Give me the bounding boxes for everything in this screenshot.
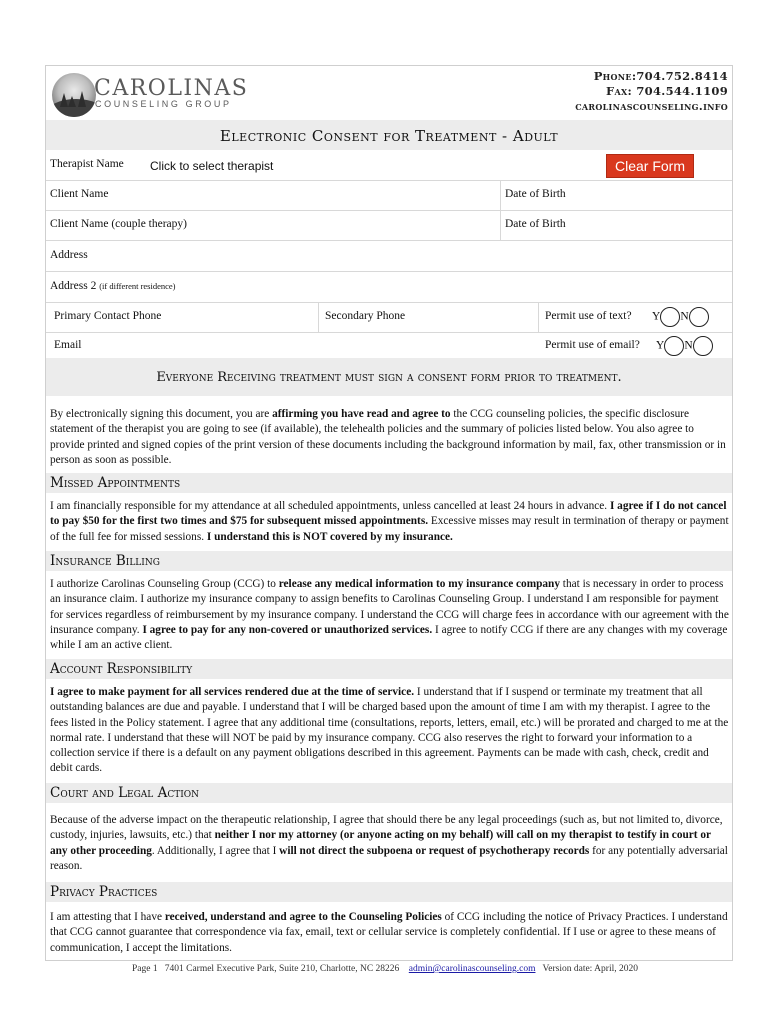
address2-row[interactable] <box>46 271 732 303</box>
fax-number: Fax: 704.544.1109 <box>606 84 728 98</box>
privacy-paragraph: I am attesting that I have received, understand and agree to the Counseling Policies of CCG including the notice of Privacy Practices. I understand that CCG cannot guarantee that correspondence via fax, email, text or cellular service is completely confidential. If I use or agree to these means of communication, I accept the limitations. <box>50 911 728 954</box>
therapist-row <box>46 150 732 181</box>
client-couple-row[interactable] <box>46 210 732 241</box>
therapist-label: Therapist Name <box>50 158 124 170</box>
address-row[interactable] <box>46 240 732 272</box>
footer-email-link[interactable]: admin@carolinascounseling.com <box>408 964 536 974</box>
section-privacy-practices <box>46 882 732 902</box>
address2-label: Address 2 (if different residence) <box>50 280 176 292</box>
intro-paragraph: By electronically signing this document, you are affirming you have read and agree to the CCG counseling policies, the specific disclosure statement of the therapist you are going to see (if available), the telehealth policies and the summary of policies listed below. You also agree to provide printed and signed copies of the print version of these documents including the background information by mail, fax, other transmission or in person as soon as possible. <box>50 408 726 466</box>
page-number: Page 1 <box>132 964 158 974</box>
section-missed-appointments <box>46 473 732 493</box>
page-footer <box>0 964 770 974</box>
consent-notice-bar <box>46 358 732 396</box>
no-label: N <box>680 310 689 323</box>
page-title: Electronic Consent for Treatment - Adult <box>219 127 559 145</box>
permit-text-no-radio[interactable] <box>689 307 709 327</box>
section-title: Insurance Billing <box>50 553 160 569</box>
contact-info <box>575 69 728 114</box>
brand-name: CAROLINAS <box>94 76 249 101</box>
insurance-paragraph: I authorize Carolinas Counseling Group (CCG) to release any medical information to my insurance company that is necessary in order to process an insurance claim. I authorize my insurance company to assign benefits to Carolinas Counseling Group. I understand I am responsible for payment for services regardless of reimbursement by my insurance company. I understand the CCG will charge fees in accordance with our agreement with the insurance company. I agree to pay for any non-covered or unauthorized services. I agree to notify CCG if there are any changes with my coverage while I am an active client. <box>50 578 729 652</box>
account-paragraph: I agree to make payment for all services rendered due at the time of service. I understand that if I suspend or terminate my treatment that all outstanding balances are due and payable. I understand that I will be charged based upon the amount of time I am with my therapist. I agree to the fees listed in the Policy statement. I agree that any additional time (consultations, reports, letters, email, etc.) will be prorated and charged to me at the normal rate. I understand that these will NOT be paid by my insurance company. CCG also reserves the right to forward your information to a collection service if there is a default on any payment obligations described in this agreement. Payments can be made with cash, check, credit and debit cards. <box>50 686 729 775</box>
phone-number: Phone:704.752.8414 <box>593 69 728 83</box>
missed-paragraph: I am financially responsible for my attendance at all scheduled appointments, unless cancelled at least 24 hours in advance. I agree if I do not cancel to pay $50 for the first two times and $75 for subsequent missed appointments. Excessive misses may result in termination of therapy or payment of the full fee for missed sessions. I understand this is NOT covered by my insurance. <box>50 500 729 543</box>
consent-form-page <box>45 65 733 961</box>
dob2-label: Date of Birth <box>505 218 566 230</box>
permit-email-label: Permit use of email? <box>545 339 640 351</box>
client-name-row[interactable] <box>46 180 732 211</box>
section-title: Privacy Practices <box>50 884 158 900</box>
primary-phone-label: Primary Contact Phone <box>54 310 162 322</box>
client-name-label: Client Name <box>50 188 109 200</box>
permit-email-no-radio[interactable] <box>693 336 713 356</box>
permit-text-yes-radio[interactable] <box>660 307 680 327</box>
address-label: Address <box>50 249 88 261</box>
address2-note: (if different residence) <box>99 281 176 291</box>
no-label: N <box>684 339 693 352</box>
section-court-legal-action <box>46 783 732 803</box>
consent-notice: Everyone Receiving treatment must sign a consent form prior to treatment. <box>156 370 622 385</box>
section-title: Court and Legal Action <box>50 785 200 801</box>
section-insurance-billing <box>46 551 732 571</box>
yes-label: Y <box>656 339 665 352</box>
court-paragraph: Because of the adverse impact on the therapeutic relationship, I agree that should there be any legal proceedings (such as, but not limited to, divorce, custody, injuries, lawsuits, etc.) that neither I nor my attorney (or anyone acting on my behalf) will call on my therapist to testify in court or any other proceeding. Additionally, I agree that I will not direct the subpoena or request of psychotherapy records for any potentially adversarial reason. <box>50 814 728 872</box>
therapist-select[interactable]: Click to select therapist <box>150 159 274 173</box>
brand-subtitle: COUNSELING GROUP <box>95 99 232 109</box>
secondary-phone-label: Secondary Phone <box>325 310 406 322</box>
letterhead <box>46 66 732 120</box>
yes-label: Y <box>652 310 661 323</box>
logo-landscape-icon <box>52 73 96 117</box>
section-title: Account Responsibility <box>50 661 193 677</box>
section-title: Missed Appointments <box>50 475 181 491</box>
primary-phone-field[interactable] <box>50 302 316 331</box>
phone-row <box>46 302 732 333</box>
section-account-responsibility <box>46 659 732 679</box>
email-row <box>46 332 732 358</box>
permit-text-label: Permit use of text? <box>545 310 632 322</box>
email-field[interactable] <box>50 332 536 357</box>
version-date: Version date: April, 2020 <box>542 964 638 974</box>
website: carolinascounseling.info <box>575 99 728 113</box>
footer-address: 7401 Carmel Executive Park, Suite 210, Charlotte, NC 28226 <box>164 964 400 974</box>
permit-email-yes-radio[interactable] <box>664 336 684 356</box>
permit-email-options <box>656 336 713 356</box>
client-couple-label: Client Name (couple therapy) <box>50 218 187 230</box>
email-label: Email <box>54 339 82 351</box>
title-bar <box>46 120 732 150</box>
permit-text-options <box>652 307 709 327</box>
dob-label: Date of Birth <box>505 188 566 200</box>
clear-form-button[interactable]: Clear Form <box>606 154 694 178</box>
